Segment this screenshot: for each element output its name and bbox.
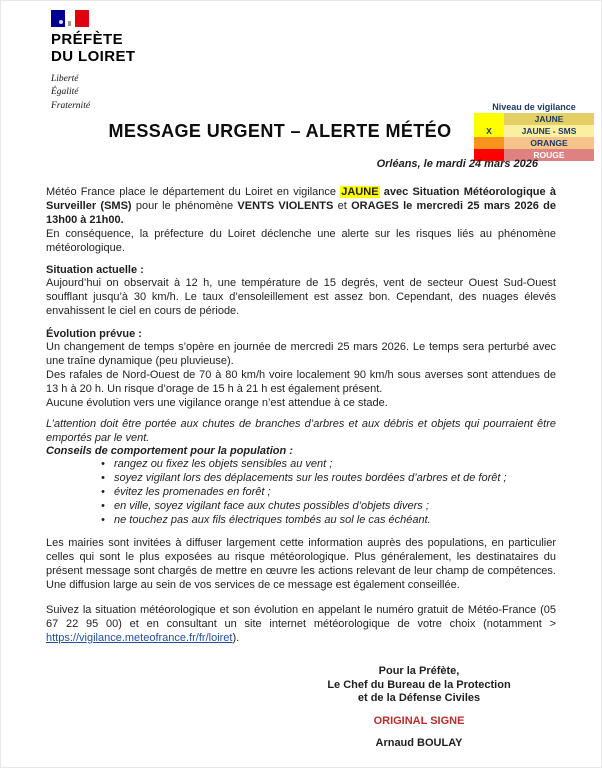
dateline: Orléans, le mardi 24 mars 2026 — [376, 158, 538, 170]
agency-name-line2: DU LOIRET — [51, 47, 136, 65]
vigilance-label-jaune: JAUNE — [504, 113, 594, 125]
advice-heading: Conseils de comportement pour la population : — [46, 445, 293, 457]
motto-fraternite: Fraternité — [51, 101, 91, 112]
motto-egalite: Égalité — [51, 87, 79, 98]
advice-item-4: • en ville, soyez vigilant face aux chutes possibles d’objets divers ; — [46, 499, 556, 513]
vigilance-swatch-jaune-sms-selected: X — [474, 125, 504, 137]
page-title: MESSAGE URGENT – ALERTE MÉTÉO — [108, 121, 452, 141]
evolution-para-2: Des rafales de Nord-Ouest de 70 à 80 km/h voire localement 90 km/h sous averses sont attendues de 13 h à 20 h. Un risque d’orage de 15 h à 21 h est également présent. — [46, 369, 556, 395]
vigilance-table-title: Niveau de vigilance — [492, 102, 576, 112]
document-body — [1, 1, 601, 751]
signatory-name: Arnaud BOULAY — [375, 737, 463, 749]
agency-name-line1: PRÉFÈTE — [51, 31, 123, 48]
vigilance-label-jaune-sms: JAUNE - SMS — [504, 125, 594, 137]
wind-warning-notice: L’attention doit être portée aux chutes de branches d’arbres et aux débris et objets qui pourraient être emportés par le vent. — [46, 418, 556, 444]
advice-item-1: • rangez ou fixez les objets sensibles au vent ; — [46, 457, 556, 471]
signature-title-line2: et de la Défense Civiles — [357, 692, 481, 704]
vigilance-website-link[interactable]: https://vigilance.meteofrance.fr/fr/loiret — [46, 632, 233, 644]
intro-paragraph — [46, 185, 556, 227]
evolution-para-3: Aucune évolution vers une vigilance orange n’est attendue à ce stade. — [46, 397, 388, 409]
evolution-para-1: Un changement de temps s’opère en journée de mercredi 25 mars 2026. Le temps sera perturbé avec une traîne dynamique (peu pluvieuse). — [46, 341, 556, 367]
advice-item-5: • ne touchez pas aux fils électriques tombés au sol le cas échéant. — [46, 513, 556, 527]
signature-block — [299, 665, 539, 751]
section-heading-situation: Situation actuelle : — [46, 264, 144, 276]
signature-on-behalf: Pour la Préfète, — [378, 665, 460, 677]
followup-text: Suivez la situation météorologique et son évolution en appelant le numéro gratuit de Météo-France (05 67 22 95 00) et en consultant un site internet météorologique de votre choix (notamment > — [46, 604, 556, 630]
intro-text-1: Météo France place le département du Loiret en vigilance — [46, 186, 341, 198]
advice-list — [46, 457, 556, 527]
original-signed-stamp: ORIGINAL SIGNE — [373, 714, 465, 727]
intro-text-3: et — [333, 200, 352, 212]
vigilance-label-orange: ORANGE — [504, 137, 594, 149]
signature-title-line1: Le Chef du Bureau de la Protection — [327, 678, 511, 691]
situation-body: Aujourd’hui on observait à 12 h, une température de 15 degrés, vent de secteur Ouest Sud-Ouest soufflant jusqu’à 30 km/h. Le taux d’ensoleillement est assez bon. Cependant, des nuages élevés envahissent le ciel en cours de période. — [46, 277, 556, 317]
intro-text-2: pour le phénomène — [131, 200, 238, 212]
advice-item-2: • soyez vigilant lors des déplacements sur les routes bordées d’arbres et de forêt ; — [46, 471, 556, 485]
followup-text-after: ). — [232, 632, 240, 644]
advice-item-3: • évitez les promenades en forêt ; — [46, 485, 556, 499]
vigilance-jaune-highlight: JAUNE — [341, 186, 379, 198]
followup-paragraph — [46, 603, 556, 645]
section-heading-evolution: Évolution prévue : — [46, 328, 142, 340]
diffusion-paragraph: Les mairies sont invitées à diffuser largement cette information auprès des populations, en particulier celles qui sont le plus exposées au risque météorologique. Plus généralement, les destinataires du présent message sont chargés de mettre en œuvre les actions relevant de leur champ de compétences. Une diffusion large au sein de vos services de ce message est également conseillée. — [46, 537, 556, 591]
intro-vents-violents: VENTS VIOLENTS — [237, 200, 334, 212]
intro-date-range: le mercredi 25 mars 2026 de 13h00 à 21h00. — [46, 200, 556, 226]
intro-consequence: En conséquence, la préfecture du Loiret déclenche une alerte sur les risques liés au phénomène météorologique. — [46, 228, 556, 254]
intro-orages: ORAGES — [351, 200, 399, 212]
vigilance-label-rouge: ROUGE — [504, 149, 594, 161]
motto-liberte: Liberté — [51, 73, 79, 84]
intro-sms-bold: avec Situation Météorologique à Surveiller (SMS) — [46, 186, 556, 212]
